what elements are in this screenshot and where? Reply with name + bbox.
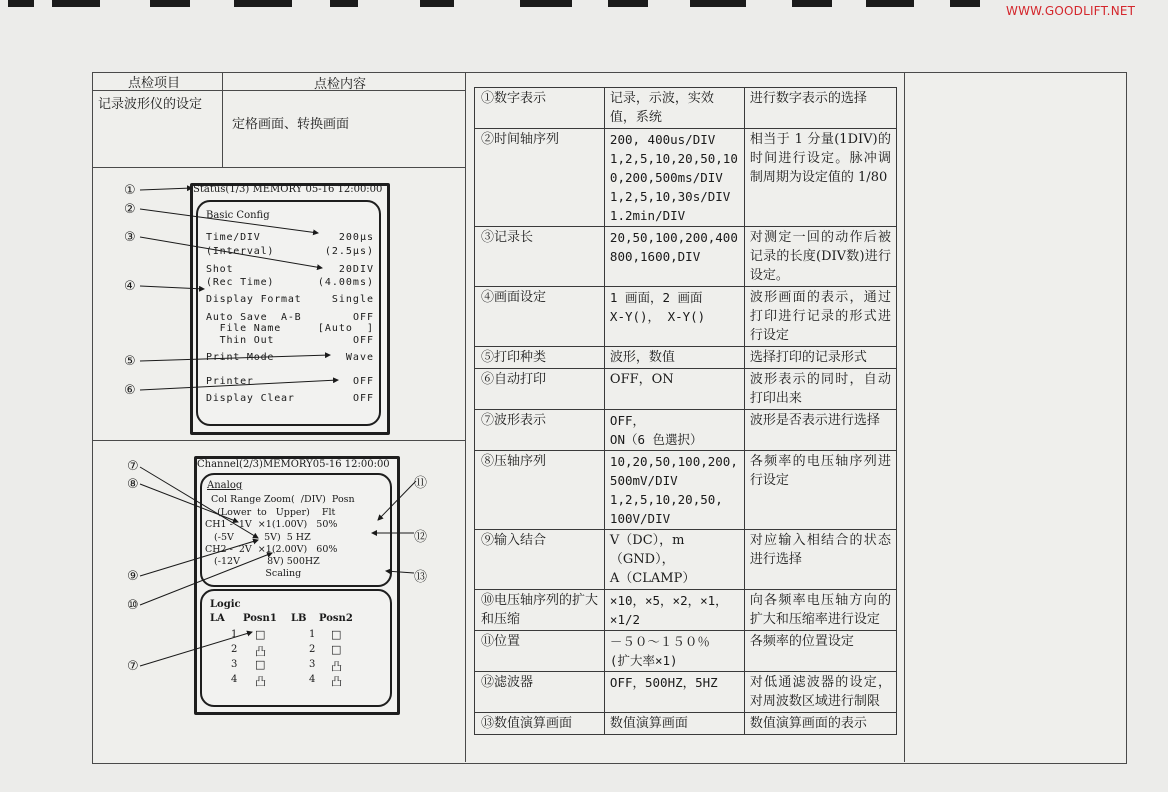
row-range: 数值演算画面 — [604, 713, 744, 735]
divider — [92, 167, 465, 168]
watermark: WWW.GOODLIFT.NET — [1006, 4, 1136, 18]
scan-mark — [8, 0, 34, 7]
row-item: ④画面设定 — [475, 287, 605, 347]
status-screen — [190, 183, 390, 435]
table-row — [475, 590, 897, 631]
logic-state-icon: 凸 — [331, 660, 342, 673]
logic-cell: 3 — [309, 659, 316, 670]
status-row-value: OFF — [352, 376, 374, 387]
callout-number: ⑫ — [414, 530, 428, 545]
divider — [465, 72, 466, 762]
table-row — [475, 530, 897, 590]
table-row — [475, 287, 897, 347]
logic-state-icon: □ — [331, 643, 342, 656]
row-desc: 选择打印的记录形式 — [744, 347, 896, 369]
logic-title: Logic — [210, 599, 241, 610]
status-section: Basic Config — [206, 210, 270, 221]
logic-header-cell: Posn1 — [243, 613, 277, 624]
channel-line: Scaling — [205, 568, 302, 579]
logic-cell: 1 — [231, 629, 238, 640]
logic-header-cell: LB — [291, 613, 307, 624]
row-desc: 对应输入相结合的状态进行选择 — [744, 530, 896, 590]
row-desc: 进行数字表示的选择 — [744, 88, 896, 129]
table-row — [475, 227, 897, 287]
row-item: ⑩电压轴序列的扩大和压缩 — [475, 590, 605, 631]
row-range: ×10，×5，×2，×1，×1/2 — [604, 590, 744, 631]
row-item: ⑨输入结合 — [475, 530, 605, 590]
row-range: －５０～１５０％ (扩大率×1) — [604, 631, 744, 672]
row-item: ②时间轴序列 — [475, 129, 605, 227]
logic-header-cell: Posn2 — [319, 613, 353, 624]
callout-number: ④ — [124, 279, 136, 294]
channel-line: Col Range Zoom( /DIV) Posn — [205, 494, 355, 505]
row-item: ⑦波形表示 — [475, 410, 605, 451]
header-content: 点检内容 — [314, 77, 367, 92]
status-row-value: Single — [331, 294, 374, 305]
status-row-label: File Name — [206, 323, 282, 334]
status-row-value: OFF — [352, 393, 374, 404]
divider — [92, 440, 465, 441]
callout-number: ⑤ — [124, 354, 136, 369]
scan-edge-marks — [0, 0, 1168, 8]
status-row-value: Wave — [345, 352, 374, 363]
row-range: 1 画面，2 画面 X-Y()， X-Y() — [604, 287, 744, 347]
table-row — [475, 672, 897, 713]
scan-mark — [792, 0, 832, 7]
row-desc: 各频率的位置设定 — [744, 631, 896, 672]
row-item: ⑥自动打印 — [475, 369, 605, 410]
status-row-label: Shot — [206, 264, 234, 275]
row-item: ⑬数值演算画面 — [475, 713, 605, 735]
status-row-label: Auto Save A-B — [206, 312, 302, 323]
analog-title: Analog — [207, 480, 243, 491]
row-range: OFF， ON（6 色選択） — [604, 410, 744, 451]
scan-mark — [330, 0, 358, 7]
table-row — [475, 410, 897, 451]
row-desc: 波形画面的表示，通过打印进行记录的形式进行设定 — [744, 287, 896, 347]
callout-number: ⑦ — [127, 459, 139, 474]
row-range: V（DC），m（GND）， A（CLAMP） — [604, 530, 744, 590]
scan-mark — [950, 0, 980, 7]
row-item: ⑪位置 — [475, 631, 605, 672]
row-item: ①数字表示 — [475, 88, 605, 129]
scan-mark — [690, 0, 746, 7]
row-desc: 相当于 1 分量(1DIV)的时间进行设定。脉冲调制周期为设定值的 1/80 — [744, 129, 896, 227]
row-range: OFF，500HZ，5HZ — [604, 672, 744, 713]
status-row-label: Display Clear — [206, 393, 295, 404]
row-desc: 对测定一回的动作后被记录的长度(DIV数)进行设定。 — [744, 227, 896, 287]
row-item: ⑧压轴序列 — [475, 451, 605, 530]
channel-line: (-5V 5V) 5 HZ — [205, 532, 311, 543]
scan-mark — [420, 0, 454, 7]
status-row-value: OFF — [352, 335, 374, 346]
status-row-label: (Interval) — [206, 246, 275, 257]
row-desc: 向各频率电压轴方向的扩大和压缩率进行设定 — [744, 590, 896, 631]
logic-state-icon: 凸 — [331, 675, 342, 688]
callout-number: ⑦ — [127, 659, 139, 674]
row-item: ⑫滤波器 — [475, 672, 605, 713]
scan-mark — [150, 0, 190, 7]
table-row — [475, 347, 897, 369]
logic-cell: 2 — [231, 644, 238, 655]
channel-line: CH1 - 1V ×1(1.00V) 50% — [205, 519, 338, 530]
callout-number: ⑪ — [414, 476, 428, 491]
row-desc: 波形是否表示进行选择 — [744, 410, 896, 451]
row-range: OFF，ON — [604, 369, 744, 410]
callout-number: ② — [124, 202, 136, 217]
callout-number: ⑧ — [127, 477, 139, 492]
callout-number: ⑨ — [127, 569, 139, 584]
table-row — [475, 713, 897, 735]
table-row — [475, 129, 897, 227]
row-range: 10,20,50,100,200, 500mV/DIV 1,2,5,10,20,50, 100V/DIV — [604, 451, 744, 530]
status-row-value: 200μs — [338, 232, 374, 243]
callout-number: ⑬ — [414, 570, 428, 585]
status-row-value: (2.5μs) — [324, 246, 374, 257]
logic-cell: 2 — [309, 644, 316, 655]
status-screen-title: Status(1/3) MEMORY 05-16 12:00:00 — [193, 184, 383, 195]
header-item: 点检项目 — [128, 76, 181, 91]
logic-state-icon: 凸 — [255, 645, 266, 658]
row-item: ⑤打印种类 — [475, 347, 605, 369]
row-desc: 各频率的电压轴序列进行设定 — [744, 451, 896, 530]
logic-cell: 4 — [231, 674, 238, 685]
status-row-value: (4.00ms) — [317, 277, 374, 288]
row-range: 200, 400us/DIV 1,2,5,10,20,50,10 0,200,500ms/DIV 1,2,5,10,30s/DIV 1.2min/DIV — [604, 129, 744, 227]
logic-state-icon: 凸 — [255, 675, 266, 688]
status-row-value: OFF — [352, 312, 374, 323]
channel-screen — [194, 456, 400, 715]
logic-state-icon: □ — [331, 628, 342, 641]
channel-line: (-12V 8V) 500HZ — [205, 556, 320, 567]
divider — [222, 72, 223, 168]
callout-number: ③ — [124, 230, 136, 245]
logic-cell: 4 — [309, 674, 316, 685]
status-row-value: 20DIV — [338, 264, 374, 275]
channel-line: CH2 - 2V ×1(2.00V) 60% — [205, 544, 338, 555]
row-desc: 波形表示的同时，自动打印出来 — [744, 369, 896, 410]
divider — [904, 72, 905, 762]
status-row-label: (Rec Time) — [206, 277, 275, 288]
status-row-value: [Auto ] — [317, 323, 374, 334]
row-range: 20,50,100,200,400 800,1600,DIV — [604, 227, 744, 287]
settings-table — [474, 87, 897, 735]
logic-header-cell: LA — [210, 613, 225, 624]
item-name: 记录波形仪的设定 — [98, 97, 203, 112]
row-range: 波形，数值 — [604, 347, 744, 369]
scan-mark — [234, 0, 292, 7]
table-row — [475, 631, 897, 672]
status-row-label: Thin Out — [206, 335, 275, 346]
row-range: 记录，示波，实效值，系统 — [604, 88, 744, 129]
item-content: 定格画面、转换画面 — [232, 117, 350, 132]
row-item: ③记录长 — [475, 227, 605, 287]
scan-mark — [866, 0, 914, 7]
scan-mark — [520, 0, 572, 7]
channel-line: (Lower to Upper) Flt — [205, 507, 336, 518]
logic-cell: 3 — [231, 659, 238, 670]
logic-state-icon: □ — [255, 628, 266, 641]
callout-number: ① — [124, 183, 136, 198]
callout-number: ⑩ — [127, 598, 139, 613]
row-desc: 对低通滤波器的设定，对周波数区域进行制限 — [744, 672, 896, 713]
logic-cell: 1 — [309, 629, 316, 640]
logic-state-icon: □ — [255, 658, 266, 671]
status-row-label: Display Format — [206, 294, 302, 305]
channel-screen-title: Channel(2/3)MEMORY05-16 12:00:00 — [197, 459, 390, 470]
row-desc: 数值演算画面的表示 — [744, 713, 896, 735]
scan-mark — [52, 0, 100, 7]
status-row-label: Print Mode — [206, 352, 275, 363]
table-row — [475, 451, 897, 530]
callout-number: ⑥ — [124, 383, 136, 398]
status-row-label: Printer — [206, 376, 254, 387]
table-row — [475, 369, 897, 410]
table-row — [475, 88, 897, 129]
scan-mark — [608, 0, 648, 7]
status-row-label: Time/DIV — [206, 232, 261, 243]
